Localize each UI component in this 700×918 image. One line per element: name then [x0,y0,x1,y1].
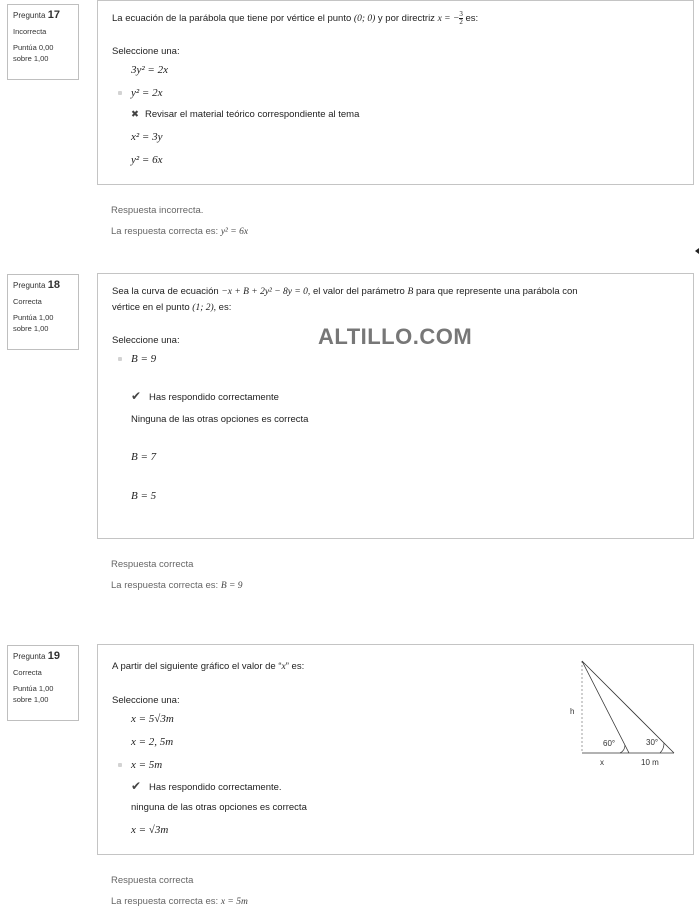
question-number: Pregunta 19 [13,650,60,662]
label-h: h [570,707,575,716]
question-19-info [7,645,79,721]
correct-answer: La respuesta correcta es: y² = 6x [111,226,249,237]
question-number: Pregunta 17 [13,9,60,21]
grade-line-2: sobre 1,00 [13,54,49,63]
grade-line-1: Puntúa 1,00 [13,313,54,322]
grade-line-1: Puntúa 1,00 [13,684,54,693]
radio-selected[interactable] [118,763,122,767]
select-label: Seleccione una: [112,46,180,57]
question-status: Incorrecta [13,27,47,36]
option-c[interactable]: B = 7 [131,451,157,463]
angle-arc-60 [620,745,625,753]
option-b[interactable]: y² = 2x [131,87,163,99]
option-c[interactable]: x = 5m [131,759,163,771]
option-b[interactable]: x = 2, 5m [131,736,174,748]
select-label: Seleccione una: [112,335,180,346]
grade-line-2: sobre 1,00 [13,695,49,704]
hypotenuse-30 [582,661,674,753]
question-text: Sea la curva de ecuación −x + B + 2y² − 8y = 0, el valor del parámetro B para que represente una parábola con vértice en el punto (1; 2), es: [112,286,578,313]
option-e[interactable]: x = √3m [131,824,169,836]
correct-answer: La respuesta correcta es: x = 5m [111,896,248,907]
check-icon: ✔ [131,389,142,403]
watermark: ALTILLO.COM [318,324,473,349]
feedback: ✔ Has respondido correctamente. [131,779,282,793]
feedback: ✔ Has respondido correctamente [131,389,279,403]
general-feedback: Respuesta correcta [111,875,194,886]
label-angle-30: 30° [646,738,659,747]
select-label: Seleccione una: [112,695,180,706]
grade-line-1: Puntúa 0,00 [13,43,54,52]
check-icon: ✔ [131,779,142,793]
option-a[interactable]: x = 5√3m [131,713,174,725]
option-b[interactable]: Ninguna de las otras opciones es correcta [131,414,309,425]
option-d[interactable]: ninguna de las otras opciones es correcta [131,802,307,813]
question-19-box [97,644,694,855]
radio-selected[interactable] [118,91,122,95]
question-text: A partir del siguiente gráfico el valor de “x” es: [112,661,305,672]
question-text: La ecuación de la parábola que tiene por vértice el punto (0; 0) y por directriz x = − $\frac{3}{2}$ es: [112,10,479,26]
question-18-box [97,273,694,539]
label-10m: 10 m [641,758,659,767]
radio-selected[interactable] [118,357,122,361]
option-d[interactable]: B = 5 [131,490,157,502]
question-17-info [7,4,79,80]
scroll-arrow-icon[interactable] [695,248,699,254]
question-number: Pregunta 18 [13,279,60,291]
label-angle-60: 60° [603,739,616,748]
option-c[interactable]: x² = 3y [131,131,163,143]
feedback: ✖ Revisar el material teórico correspondiente al tema [131,109,360,120]
triangle-figure [568,657,688,769]
question-17-box [97,0,694,185]
grade-line-2: sobre 1,00 [13,324,49,333]
close-icon: ✖ [131,109,139,120]
correct-answer: La respuesta correcta es: B = 9 [111,580,243,591]
option-d[interactable]: y² = 6x [131,154,163,166]
fraction: $\frac{3}{2}$ [459,10,463,26]
question-18-info [7,274,79,350]
option-a[interactable]: B = 9 [131,353,157,365]
angle-arc-30 [660,743,664,753]
question-status: Correcta [13,297,42,306]
question-status: Correcta [13,668,42,677]
label-x: x [600,758,604,767]
general-feedback: Respuesta incorrecta. [111,205,204,216]
option-a[interactable]: 3y² = 2x [131,64,168,76]
general-feedback: Respuesta correcta [111,559,194,570]
